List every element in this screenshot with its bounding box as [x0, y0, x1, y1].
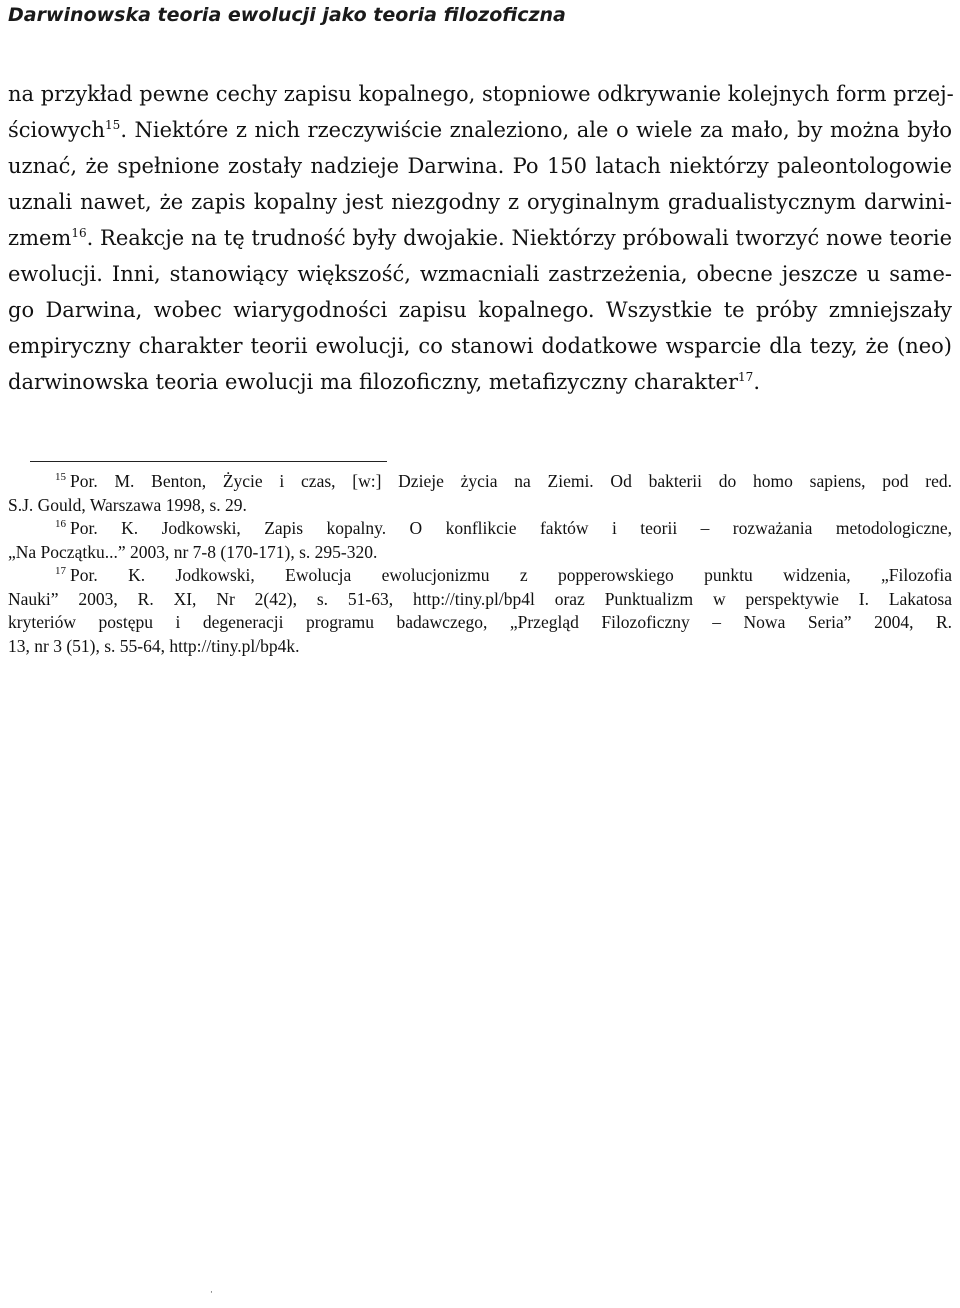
footnote-ref-15[interactable]: 15: [105, 118, 121, 132]
paragraph-line: uznać, że spełnione zostały nadzieje Darwina. Po 150 latach niektórzy paleontologowie: [8, 154, 952, 178]
paragraph-line: na przykład pewne cechy zapisu kopalnego, stopniowe odkrywanie kolejnych form przej-: [8, 82, 954, 106]
footnote-line: [8, 470, 952, 494]
footnote-text: Por. K. Jodkowski, Zapis kopalny. O konflikcie faktów i teorii – rozważania metodologiczne,: [70, 518, 952, 538]
footnote-ref-17[interactable]: 17: [738, 370, 754, 384]
footnote-17: [8, 564, 952, 658]
paragraph-line: [8, 364, 952, 400]
footnote-line: Nauki” 2003, R. XI, Nr 2(42), s. 51-63, http://tiny.pl/bp4l oraz Punktualizm w perspektywie I. Lakatosa: [8, 588, 952, 609]
line-text: .: [753, 370, 760, 394]
footnotes-section: [8, 470, 952, 658]
footnote-15: [8, 470, 952, 517]
footnote-number: 16: [55, 518, 66, 531]
footnote-line: [8, 517, 952, 541]
footnote-ref-16[interactable]: 16: [71, 226, 87, 240]
page-mark: ·: [210, 1288, 213, 1298]
paragraph-line: [8, 220, 952, 256]
footnote-line: 13, nr 3 (51), s. 55-64, http://tiny.pl/bp4k.: [8, 635, 300, 656]
line-text: zmem: [8, 226, 72, 250]
footnote-line: „Na Początku...” 2003, nr 7-8 (170-171), s. 295-320.: [8, 541, 378, 562]
line-text: . Reakcje na tę trudność były dwojakie. Niektórzy próbowali tworzyć nowe teorie: [86, 226, 952, 250]
footnote-number: 17: [55, 565, 66, 578]
footnote-line: [8, 564, 952, 588]
footnote-line: kryteriów postępu i degeneracji programu badawczego, „Przegląd Filozoficzny – Nowa Seria” 2004, R.: [8, 612, 952, 632]
footnote-text: Por. K. Jodkowski, Ewolucja ewolucjonizmu z popperowskiego punktu widzenia, „Filozofia: [70, 565, 952, 585]
footnote-line: S.J. Gould, Warszawa 1998, s. 29.: [8, 494, 247, 515]
line-text: darwinowska teoria ewolucji ma filozoficzny, metafizyczny charakter: [8, 370, 739, 394]
running-header-title: Darwinowska teoria ewolucji jako teoria filozoficzna: [8, 4, 566, 26]
paragraph-line: empiryczny charakter teorii ewolucji, co stanowi dodatkowe wsparcie dla tezy, że (neo): [8, 334, 952, 358]
paragraph-line: [8, 112, 952, 148]
footnote-16: [8, 517, 952, 564]
line-text: . Niektóre z nich rzeczywiście znaleziono, ale o wiele za mało, by można było: [120, 118, 952, 142]
footnote-number: 15: [55, 471, 66, 484]
paragraph-line: ewolucji. Inni, stanowiący większość, wzmacniali zastrzeżenia, obecne jeszcze u same-: [8, 262, 952, 286]
main-paragraph: [8, 76, 952, 400]
footnote-text: Por. M. Benton, Życie i czas, [w:] Dzieje życia na Ziemi. Od bakterii do homo sapiens, pod red.: [70, 471, 952, 491]
line-text: ściowych: [8, 118, 106, 142]
footnote-divider: [30, 461, 387, 462]
paragraph-line: uznali nawet, że zapis kopalny jest niezgodny z oryginalnym gradualistycznym darwini-: [8, 190, 952, 214]
paragraph-line: go Darwina, wobec wiarygodności zapisu kopalnego. Wszystkie te próby zmniejszały: [8, 298, 952, 322]
